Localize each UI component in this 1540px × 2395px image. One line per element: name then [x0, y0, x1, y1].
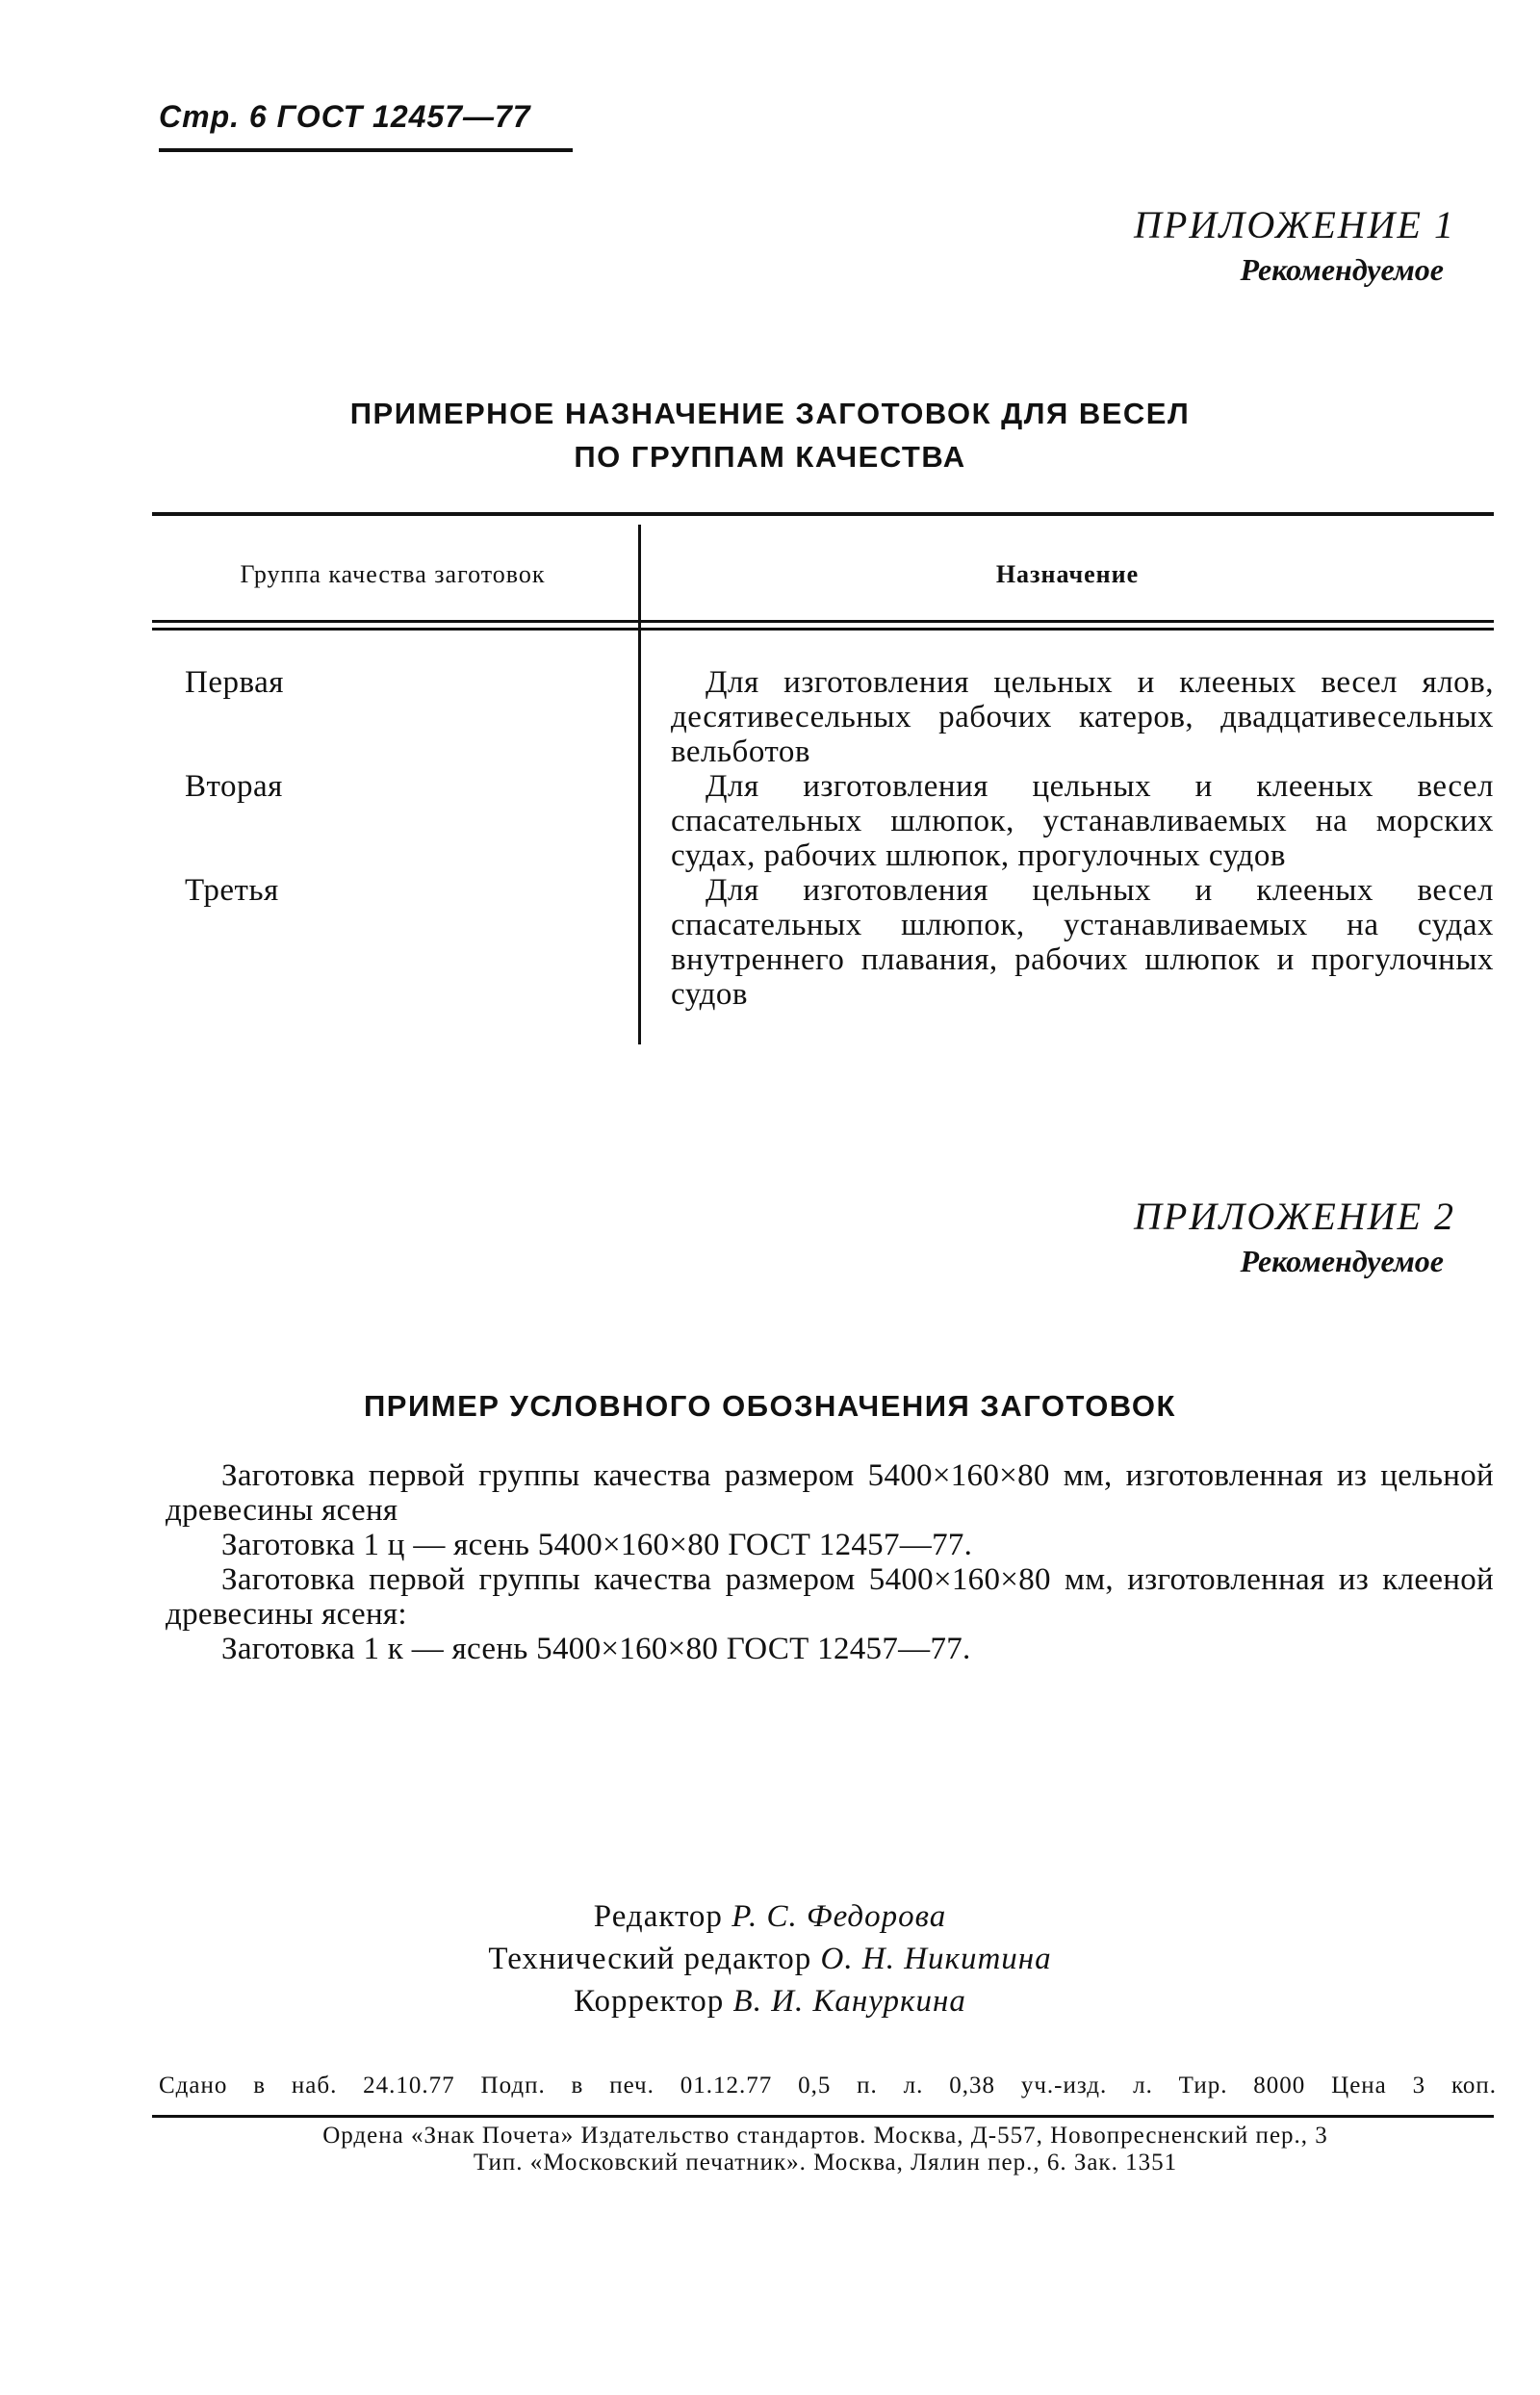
credit-tech-editor-name: О. Н. Никитина — [820, 1942, 1052, 1976]
table-row-1-group: Первая — [185, 665, 284, 700]
credit-proofreader-role: Корректор — [574, 1984, 725, 2019]
imprint-line-3: Тип. «Московский печатник». Москва, Лялин пер., 6. Зак. 1351 — [473, 2150, 1178, 2176]
table-row-3-purpose: Для изготовления цельных и клееных весел спасательных шлюпок, устанавливаемых на судах внутреннего плавания, рабочих шлюпок и прогулочных судов — [671, 873, 1494, 1012]
example-paragraph-2: Заготовка 1 ц — ясень 5400×160×80 ГОСТ 12457—77. — [221, 1528, 973, 1562]
table-header-rule-2 — [152, 628, 1494, 631]
table-row-2-group: Вторая — [185, 769, 283, 804]
table-row-1-purpose: Для изготовления цельных и клееных весел ялов, десятивесельных рабочих катеров, двадцативесельных вельботов — [671, 665, 1494, 769]
appendix2-label: ПРИЛОЖЕНИЕ 2 — [1134, 1195, 1455, 1238]
credit-proofreader-name: В. И. Кануркина — [732, 1984, 966, 2019]
imprint-line-1: Сдано в наб. 24.10.77 Подп. в печ. 01.12.77 0,5 п. л. 0,38 уч.-изд. л. Тир. 8000 Цена 3 коп. — [159, 2073, 1497, 2099]
imprint-rule — [152, 2115, 1494, 2118]
appendix1-title-line1: ПРИМЕРНОЕ НАЗНАЧЕНИЕ ЗАГОТОВОК ДЛЯ ВЕСЕЛ — [349, 397, 1191, 430]
credit-tech-editor-role: Технический редактор — [488, 1942, 812, 1976]
table-header-group: Группа качества заготовок — [240, 560, 546, 588]
table-header-purpose: Назначение — [995, 560, 1140, 588]
appendix2-sub: Рекомендуемое — [1240, 1244, 1444, 1278]
table-column-divider — [638, 525, 641, 1044]
appendix2-title: ПРИМЕР УСЛОВНОГО ОБОЗНАЧЕНИЯ ЗАГОТОВОК — [364, 1389, 1176, 1423]
imprint-line-2: Ордена «Знак Почета» Издательство стандартов. Москва, Д-557, Новопресненский пер., 3 — [322, 2123, 1328, 2149]
page-header: Стр. 6 ГОСТ 12457—77 — [159, 99, 531, 134]
table-row-2-purpose: Для изготовления цельных и клееных весел спасательных шлюпок, устанавливаемых на морских судах, рабочих шлюпок, прогулочных судов — [671, 769, 1494, 873]
table-header-rule-1 — [152, 620, 1494, 623]
table-row-3-group: Третья — [185, 873, 279, 908]
credit-editor — [0, 1899, 1540, 1935]
appendix1-title-line2: ПО ГРУППАМ КАЧЕСТВА — [574, 440, 966, 474]
example-paragraph-1: Заготовка первой группы качества размером 5400×160×80 мм, изготовленная из цельной древесины ясеня — [166, 1458, 1494, 1528]
credit-tech-editor — [0, 1942, 1540, 1977]
table-top-rule — [152, 512, 1494, 516]
appendix1-sub: Рекомендуемое — [1240, 252, 1444, 287]
credit-editor-role: Редактор — [593, 1899, 723, 1934]
credit-editor-name: Р. С. Федорова — [732, 1899, 947, 1934]
credit-proofreader — [0, 1984, 1540, 2020]
example-paragraph-4: Заготовка 1 к — ясень 5400×160×80 ГОСТ 12457—77. — [221, 1632, 971, 1666]
header-rule — [159, 148, 573, 152]
example-paragraph-3: Заготовка первой группы качества размером 5400×160×80 мм, изготовленная из клееной древесины ясеня: — [166, 1562, 1494, 1632]
appendix1-label: ПРИЛОЖЕНИЕ 1 — [1134, 203, 1455, 246]
